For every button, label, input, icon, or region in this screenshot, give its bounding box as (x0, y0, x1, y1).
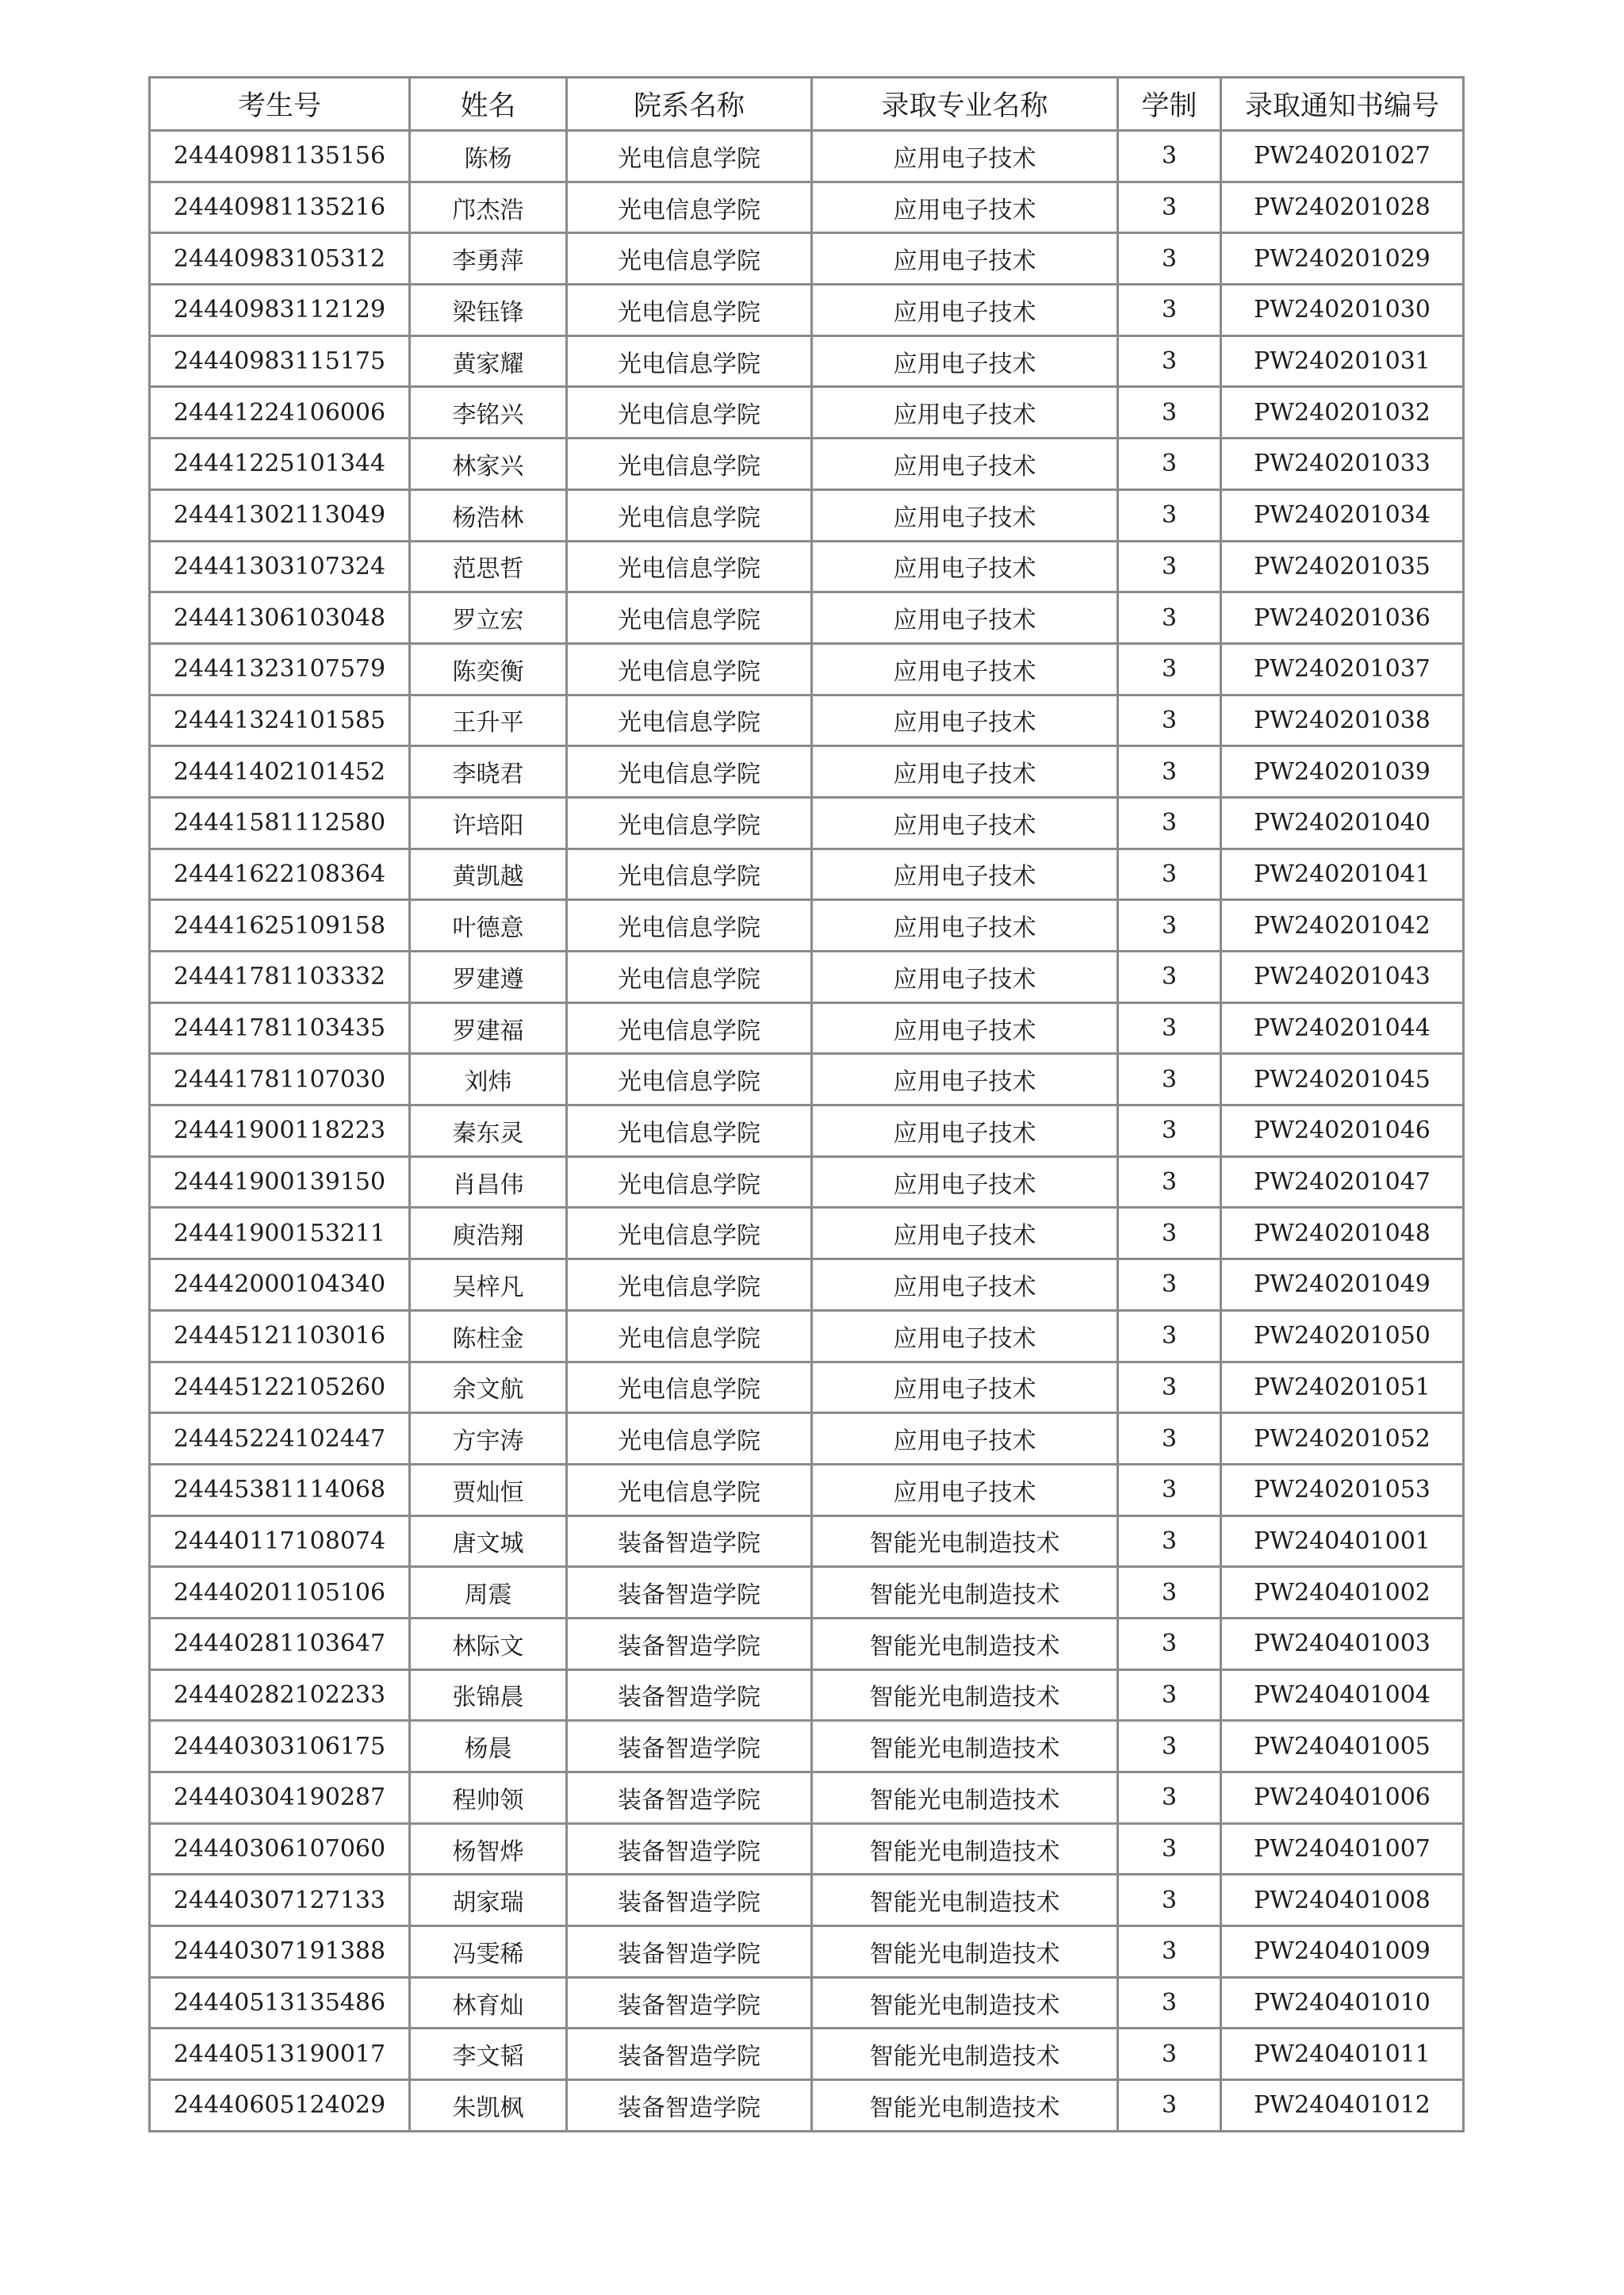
cell-candidate-number: 24441303107324 (150, 541, 410, 592)
table-row (150, 643, 1464, 695)
cell-notice-number: PW240401011 (1221, 2029, 1464, 2080)
cell-name: 杨智烨 (410, 1823, 567, 1875)
cell-candidate-number: 24440117108074 (150, 1515, 410, 1567)
cell-candidate-number: 24440513135486 (150, 1977, 410, 2029)
cell-notice-number: PW240401002 (1221, 1567, 1464, 1619)
cell-major: 应用电子技术 (812, 1464, 1118, 1515)
cell-department: 光电信息学院 (567, 1413, 812, 1465)
cell-notice-number: PW240201030 (1221, 285, 1464, 336)
cell-name: 余文航 (410, 1362, 567, 1413)
cell-name: 朱凯枫 (410, 2080, 567, 2132)
cell-notice-number: PW240401010 (1221, 1977, 1464, 2029)
cell-name: 罗立宏 (410, 592, 567, 644)
cell-study-years: 3 (1118, 335, 1221, 387)
cell-study-years: 3 (1118, 1413, 1221, 1465)
cell-name: 林际文 (410, 1618, 567, 1669)
table-row (150, 1977, 1464, 2029)
cell-notice-number: PW240401012 (1221, 2080, 1464, 2132)
cell-department: 装备智造学院 (567, 1721, 812, 1772)
cell-major: 应用电子技术 (812, 439, 1118, 490)
cell-department: 光电信息学院 (567, 592, 812, 644)
table-row (150, 1669, 1464, 1721)
cell-major: 应用电子技术 (812, 285, 1118, 336)
cell-major: 应用电子技术 (812, 131, 1118, 182)
cell-study-years: 3 (1118, 952, 1221, 1003)
cell-major: 应用电子技术 (812, 489, 1118, 541)
table-row (150, 1362, 1464, 1413)
cell-name: 林家兴 (410, 439, 567, 490)
cell-study-years: 3 (1118, 1669, 1221, 1721)
cell-name: 张锦晨 (410, 1669, 567, 1721)
cell-department: 光电信息学院 (567, 182, 812, 233)
table-row (150, 1464, 1464, 1515)
cell-candidate-number: 24440983115175 (150, 335, 410, 387)
cell-notice-number: PW240401003 (1221, 1618, 1464, 1669)
table-row (150, 182, 1464, 233)
cell-name: 方宇涛 (410, 1413, 567, 1465)
cell-candidate-number: 24441781103332 (150, 952, 410, 1003)
table-row (150, 489, 1464, 541)
cell-major: 应用电子技术 (812, 387, 1118, 439)
table-row (150, 387, 1464, 439)
cell-major: 智能光电制造技术 (812, 1515, 1118, 1567)
cell-candidate-number: 24441323107579 (150, 643, 410, 695)
cell-department: 光电信息学院 (567, 1208, 812, 1259)
table-row (150, 131, 1464, 182)
cell-notice-number: PW240201045 (1221, 1054, 1464, 1105)
table-row (150, 952, 1464, 1003)
cell-name: 杨浩林 (410, 489, 567, 541)
cell-department: 光电信息学院 (567, 1002, 812, 1054)
cell-department: 光电信息学院 (567, 849, 812, 900)
table-row (150, 335, 1464, 387)
cell-study-years: 3 (1118, 1002, 1221, 1054)
cell-department: 装备智造学院 (567, 1977, 812, 2029)
cell-major: 智能光电制造技术 (812, 2029, 1118, 2080)
cell-study-years: 3 (1118, 1926, 1221, 1978)
table-row (150, 1413, 1464, 1465)
cell-name: 许培阳 (410, 797, 567, 849)
cell-name: 李文韬 (410, 2029, 567, 2080)
table-row (150, 1926, 1464, 1978)
table-row (150, 1567, 1464, 1619)
cell-department: 光电信息学院 (567, 1310, 812, 1362)
cell-name: 邝杰浩 (410, 182, 567, 233)
cell-notice-number: PW240401008 (1221, 1875, 1464, 1926)
cell-name: 刘炜 (410, 1054, 567, 1105)
cell-name: 陈杨 (410, 131, 567, 182)
table-row (150, 233, 1464, 285)
cell-notice-number: PW240401007 (1221, 1823, 1464, 1875)
cell-study-years: 3 (1118, 1721, 1221, 1772)
cell-notice-number: PW240201028 (1221, 182, 1464, 233)
cell-department: 装备智造学院 (567, 1515, 812, 1567)
cell-major: 智能光电制造技术 (812, 1823, 1118, 1875)
table-row (150, 1515, 1464, 1567)
cell-major: 智能光电制造技术 (812, 1926, 1118, 1978)
cell-name: 黄凯越 (410, 849, 567, 900)
cell-study-years: 3 (1118, 541, 1221, 592)
cell-study-years: 3 (1118, 1464, 1221, 1515)
cell-department: 光电信息学院 (567, 746, 812, 798)
cell-study-years: 3 (1118, 1567, 1221, 1619)
cell-department: 光电信息学院 (567, 541, 812, 592)
cell-notice-number: PW240201044 (1221, 1002, 1464, 1054)
cell-name: 黄家耀 (410, 335, 567, 387)
table-row (150, 746, 1464, 798)
cell-notice-number: PW240201035 (1221, 541, 1464, 592)
cell-candidate-number: 24440307127133 (150, 1875, 410, 1926)
cell-notice-number: PW240201046 (1221, 1105, 1464, 1157)
table-row (150, 1310, 1464, 1362)
cell-candidate-number: 24441781107030 (150, 1054, 410, 1105)
header-study-years: 学制 (1118, 78, 1221, 131)
cell-study-years: 3 (1118, 643, 1221, 695)
cell-candidate-number: 24440983105312 (150, 233, 410, 285)
cell-candidate-number: 24441781103435 (150, 1002, 410, 1054)
cell-name: 罗建遵 (410, 952, 567, 1003)
cell-major: 应用电子技术 (812, 952, 1118, 1003)
cell-major: 智能光电制造技术 (812, 1669, 1118, 1721)
cell-candidate-number: 24442000104340 (150, 1259, 410, 1311)
cell-major: 应用电子技术 (812, 1054, 1118, 1105)
cell-major: 应用电子技术 (812, 335, 1118, 387)
cell-name: 程帅领 (410, 1772, 567, 1824)
header-major: 录取专业名称 (812, 78, 1118, 131)
header-name: 姓名 (410, 78, 567, 131)
table-row (150, 439, 1464, 490)
cell-study-years: 3 (1118, 285, 1221, 336)
cell-name: 唐文城 (410, 1515, 567, 1567)
table-row (150, 592, 1464, 644)
cell-name: 胡家瑞 (410, 1875, 567, 1926)
cell-major: 应用电子技术 (812, 233, 1118, 285)
cell-notice-number: PW240201031 (1221, 335, 1464, 387)
cell-study-years: 3 (1118, 746, 1221, 798)
table-header (150, 78, 1464, 131)
cell-study-years: 3 (1118, 131, 1221, 182)
cell-candidate-number: 24441302113049 (150, 489, 410, 541)
cell-candidate-number: 24440605124029 (150, 2080, 410, 2132)
cell-candidate-number: 24445121103016 (150, 1310, 410, 1362)
cell-study-years: 3 (1118, 1105, 1221, 1157)
cell-candidate-number: 24441622108364 (150, 849, 410, 900)
cell-major: 应用电子技术 (812, 1156, 1118, 1208)
cell-candidate-number: 24440304190287 (150, 1772, 410, 1824)
cell-notice-number: PW240201049 (1221, 1259, 1464, 1311)
cell-candidate-number: 24440303106175 (150, 1721, 410, 1772)
cell-notice-number: PW240401001 (1221, 1515, 1464, 1567)
cell-notice-number: PW240201053 (1221, 1464, 1464, 1515)
cell-study-years: 3 (1118, 1772, 1221, 1824)
cell-department: 光电信息学院 (567, 900, 812, 952)
cell-department: 光电信息学院 (567, 952, 812, 1003)
cell-notice-number: PW240401005 (1221, 1721, 1464, 1772)
header-row (150, 78, 1464, 131)
cell-study-years: 3 (1118, 797, 1221, 849)
cell-major: 应用电子技术 (812, 1002, 1118, 1054)
cell-major: 应用电子技术 (812, 797, 1118, 849)
cell-study-years: 3 (1118, 1054, 1221, 1105)
cell-candidate-number: 24440983112129 (150, 285, 410, 336)
table-row (150, 1823, 1464, 1875)
cell-major: 应用电子技术 (812, 541, 1118, 592)
cell-department: 光电信息学院 (567, 489, 812, 541)
cell-department: 装备智造学院 (567, 1567, 812, 1619)
cell-name: 秦东灵 (410, 1105, 567, 1157)
cell-major: 应用电子技术 (812, 1362, 1118, 1413)
cell-notice-number: PW240201051 (1221, 1362, 1464, 1413)
cell-candidate-number: 24440981135216 (150, 182, 410, 233)
cell-candidate-number: 24441900153211 (150, 1208, 410, 1259)
cell-candidate-number: 24440307191388 (150, 1926, 410, 1978)
header-candidate-number: 考生号 (150, 78, 410, 131)
cell-study-years: 3 (1118, 695, 1221, 746)
header-notice-number: 录取通知书编号 (1221, 78, 1464, 131)
admission-table (148, 76, 1465, 2132)
cell-name: 范思哲 (410, 541, 567, 592)
cell-major: 应用电子技术 (812, 592, 1118, 644)
cell-major: 智能光电制造技术 (812, 2080, 1118, 2132)
cell-notice-number: PW240401004 (1221, 1669, 1464, 1721)
cell-notice-number: PW240201041 (1221, 849, 1464, 900)
cell-candidate-number: 24441402101452 (150, 746, 410, 798)
cell-major: 应用电子技术 (812, 643, 1118, 695)
cell-study-years: 3 (1118, 2080, 1221, 2132)
cell-name: 周震 (410, 1567, 567, 1619)
cell-study-years: 3 (1118, 1618, 1221, 1669)
cell-name: 肖昌伟 (410, 1156, 567, 1208)
cell-study-years: 3 (1118, 2029, 1221, 2080)
cell-study-years: 3 (1118, 233, 1221, 285)
cell-notice-number: PW240201048 (1221, 1208, 1464, 1259)
cell-name: 罗建福 (410, 1002, 567, 1054)
cell-department: 光电信息学院 (567, 439, 812, 490)
table-row (150, 1156, 1464, 1208)
cell-notice-number: PW240201037 (1221, 643, 1464, 695)
cell-department: 光电信息学院 (567, 387, 812, 439)
table-row (150, 1259, 1464, 1311)
table-row (150, 1721, 1464, 1772)
cell-major: 智能光电制造技术 (812, 1618, 1118, 1669)
cell-candidate-number: 24445122105260 (150, 1362, 410, 1413)
cell-notice-number: PW240201050 (1221, 1310, 1464, 1362)
cell-name: 贾灿恒 (410, 1464, 567, 1515)
table-row (150, 1208, 1464, 1259)
cell-department: 装备智造学院 (567, 2080, 812, 2132)
cell-department: 光电信息学院 (567, 695, 812, 746)
cell-major: 应用电子技术 (812, 1259, 1118, 1311)
cell-department: 装备智造学院 (567, 1926, 812, 1978)
cell-notice-number: PW240201040 (1221, 797, 1464, 849)
cell-department: 光电信息学院 (567, 1362, 812, 1413)
cell-name: 庾浩翔 (410, 1208, 567, 1259)
table-row (150, 1105, 1464, 1157)
cell-department: 光电信息学院 (567, 131, 812, 182)
cell-study-years: 3 (1118, 1156, 1221, 1208)
table-row (150, 695, 1464, 746)
cell-study-years: 3 (1118, 849, 1221, 900)
cell-notice-number: PW240201036 (1221, 592, 1464, 644)
cell-department: 光电信息学院 (567, 285, 812, 336)
cell-notice-number: PW240201042 (1221, 900, 1464, 952)
cell-notice-number: PW240201047 (1221, 1156, 1464, 1208)
cell-candidate-number: 24440282102233 (150, 1669, 410, 1721)
cell-name: 林育灿 (410, 1977, 567, 2029)
cell-name: 梁钰锋 (410, 285, 567, 336)
cell-name: 陈奕衡 (410, 643, 567, 695)
cell-candidate-number: 24440513190017 (150, 2029, 410, 2080)
cell-notice-number: PW240201029 (1221, 233, 1464, 285)
cell-study-years: 3 (1118, 1362, 1221, 1413)
cell-major: 智能光电制造技术 (812, 1772, 1118, 1824)
cell-candidate-number: 24441625109158 (150, 900, 410, 952)
cell-candidate-number: 24441900118223 (150, 1105, 410, 1157)
cell-major: 应用电子技术 (812, 900, 1118, 952)
cell-department: 光电信息学院 (567, 1105, 812, 1157)
cell-name: 杨晨 (410, 1721, 567, 1772)
cell-study-years: 3 (1118, 592, 1221, 644)
cell-notice-number: PW240201032 (1221, 387, 1464, 439)
cell-study-years: 3 (1118, 489, 1221, 541)
table-row (150, 541, 1464, 592)
cell-department: 装备智造学院 (567, 1669, 812, 1721)
table-row (150, 1054, 1464, 1105)
cell-name: 陈柱金 (410, 1310, 567, 1362)
cell-major: 智能光电制造技术 (812, 1977, 1118, 2029)
cell-name: 叶德意 (410, 900, 567, 952)
cell-department: 光电信息学院 (567, 643, 812, 695)
cell-candidate-number: 24441324101585 (150, 695, 410, 746)
cell-department: 光电信息学院 (567, 233, 812, 285)
cell-study-years: 3 (1118, 1208, 1221, 1259)
cell-notice-number: PW240201033 (1221, 439, 1464, 490)
cell-major: 应用电子技术 (812, 182, 1118, 233)
cell-candidate-number: 24445224102447 (150, 1413, 410, 1465)
table-row (150, 2029, 1464, 2080)
cell-notice-number: PW240201027 (1221, 131, 1464, 182)
cell-study-years: 3 (1118, 1875, 1221, 1926)
table-row (150, 1772, 1464, 1824)
cell-major: 智能光电制造技术 (812, 1567, 1118, 1619)
cell-name: 李勇萍 (410, 233, 567, 285)
cell-name: 王升平 (410, 695, 567, 746)
cell-study-years: 3 (1118, 439, 1221, 490)
cell-major: 应用电子技术 (812, 1208, 1118, 1259)
cell-candidate-number: 24440981135156 (150, 131, 410, 182)
cell-study-years: 3 (1118, 1310, 1221, 1362)
cell-candidate-number: 24440281103647 (150, 1618, 410, 1669)
cell-notice-number: PW240201052 (1221, 1413, 1464, 1465)
cell-study-years: 3 (1118, 1823, 1221, 1875)
table-body (150, 131, 1464, 2132)
cell-major: 智能光电制造技术 (812, 1875, 1118, 1926)
cell-department: 装备智造学院 (567, 1618, 812, 1669)
cell-candidate-number: 24441225101344 (150, 439, 410, 490)
cell-name: 李晓君 (410, 746, 567, 798)
table-row (150, 1618, 1464, 1669)
cell-major: 应用电子技术 (812, 746, 1118, 798)
cell-study-years: 3 (1118, 182, 1221, 233)
table-row (150, 2080, 1464, 2132)
cell-study-years: 3 (1118, 387, 1221, 439)
cell-candidate-number: 24441306103048 (150, 592, 410, 644)
header-department: 院系名称 (567, 78, 812, 131)
cell-notice-number: PW240201038 (1221, 695, 1464, 746)
cell-major: 应用电子技术 (812, 1413, 1118, 1465)
cell-department: 光电信息学院 (567, 1054, 812, 1105)
cell-department: 光电信息学院 (567, 1156, 812, 1208)
cell-major: 智能光电制造技术 (812, 1721, 1118, 1772)
cell-study-years: 3 (1118, 1977, 1221, 2029)
cell-notice-number: PW240401006 (1221, 1772, 1464, 1824)
table-row (150, 1002, 1464, 1054)
cell-major: 应用电子技术 (812, 1105, 1118, 1157)
cell-candidate-number: 24441581112580 (150, 797, 410, 849)
cell-study-years: 3 (1118, 900, 1221, 952)
table-row (150, 797, 1464, 849)
cell-major: 应用电子技术 (812, 695, 1118, 746)
cell-candidate-number: 24440306107060 (150, 1823, 410, 1875)
table-row (150, 900, 1464, 952)
cell-candidate-number: 24441224106006 (150, 387, 410, 439)
cell-department: 光电信息学院 (567, 1464, 812, 1515)
cell-notice-number: PW240201034 (1221, 489, 1464, 541)
cell-notice-number: PW240201039 (1221, 746, 1464, 798)
cell-department: 光电信息学院 (567, 335, 812, 387)
cell-candidate-number: 24440201105106 (150, 1567, 410, 1619)
cell-department: 装备智造学院 (567, 1772, 812, 1824)
cell-name: 吴梓凡 (410, 1259, 567, 1311)
cell-candidate-number: 24441900139150 (150, 1156, 410, 1208)
table-row (150, 285, 1464, 336)
cell-notice-number: PW240201043 (1221, 952, 1464, 1003)
cell-notice-number: PW240401009 (1221, 1926, 1464, 1978)
cell-candidate-number: 24445381114068 (150, 1464, 410, 1515)
table-row (150, 1875, 1464, 1926)
cell-department: 光电信息学院 (567, 797, 812, 849)
cell-department: 装备智造学院 (567, 1875, 812, 1926)
table-row (150, 849, 1464, 900)
cell-major: 应用电子技术 (812, 1310, 1118, 1362)
cell-name: 李铭兴 (410, 387, 567, 439)
cell-department: 光电信息学院 (567, 1259, 812, 1311)
cell-department: 装备智造学院 (567, 1823, 812, 1875)
cell-study-years: 3 (1118, 1259, 1221, 1311)
cell-study-years: 3 (1118, 1515, 1221, 1567)
cell-major: 应用电子技术 (812, 849, 1118, 900)
cell-department: 装备智造学院 (567, 2029, 812, 2080)
cell-name: 冯雯稀 (410, 1926, 567, 1978)
